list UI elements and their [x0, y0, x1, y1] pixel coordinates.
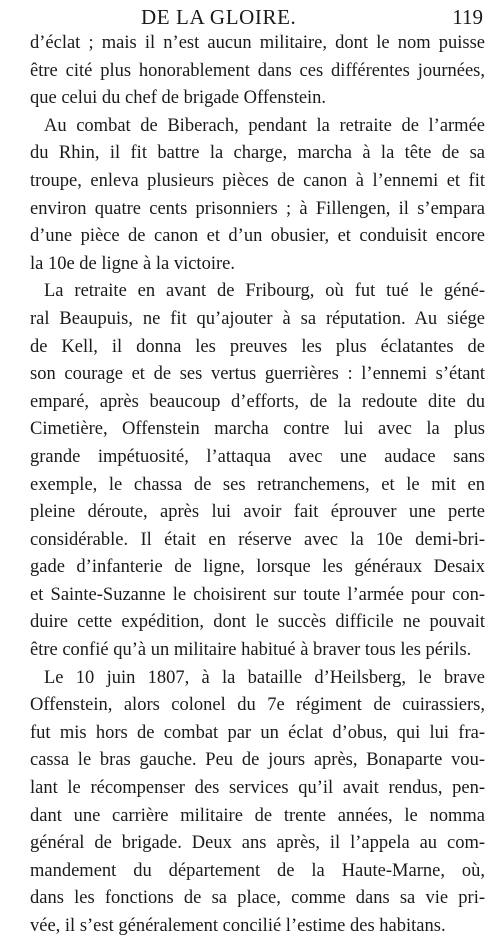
- text-line: et Sainte-Suzanne le choisirent sur toute l’armée pour con-: [30, 584, 485, 605]
- text-line: général de brigade. Deux ans après, il l’appela au com-: [30, 833, 485, 854]
- text-line: ral Beaupuis, ne fit qu’ajouter à sa réputation. Au siége: [30, 308, 485, 329]
- paragraph: [30, 30, 485, 113]
- text-line: troupe, enleva plusieurs pièces de canon à l’ennemi et fit: [30, 170, 485, 191]
- text-line: exemple, le chassa de ses retranchemens, et le mit en: [30, 474, 485, 495]
- text-line: La retraite en avant de Fribourg, où fut tué le géné-: [44, 281, 485, 302]
- body-text: [30, 30, 485, 941]
- running-title: DE LA GLOIRE.: [141, 5, 297, 29]
- text-line: d’une pièce de canon et d’un obusier, et conduisit encore: [30, 226, 485, 247]
- text-line: son courage et de ses vertus guerrières : l’ennemi s’étant: [30, 364, 485, 385]
- text-line: lant le récompenser des services qu’il avait rendus, pen-: [30, 778, 485, 799]
- text-line: mandement du département de la Haute-Marne, où,: [30, 860, 485, 881]
- text-line: du Rhin, il fit battre la charge, marcha à la tête de sa: [30, 143, 485, 164]
- paragraph: [30, 278, 485, 664]
- text-line: fut mis hors de combat par un éclat d’obus, qui lui fra-: [30, 722, 485, 743]
- text-line: d’éclat ; mais il n’est aucun militaire, dont le nom puisse: [30, 33, 485, 53]
- text-line: dant une carrière militaire de trente années, le nomma: [30, 805, 485, 826]
- text-line: emparé, après beaucoup d’efforts, de la redoute dite du: [30, 391, 485, 412]
- text-line: environ quatre cents prisonniers ; à Fillengen, il s’empara: [30, 198, 485, 219]
- paragraph: [30, 113, 485, 279]
- text-line: Offenstein, alors colonel du 7e régiment de cuirassiers,: [30, 695, 485, 716]
- paragraph: [30, 665, 485, 941]
- running-head: [0, 4, 493, 30]
- text-line: grande impétuosité, l’attaqua avec une audace sans: [30, 446, 485, 467]
- text-line: dans les fonctions de sa place, comme dans sa vie pri-: [30, 888, 485, 909]
- text-line: Le 10 juin 1807, à la bataille d’Heilsberg, le brave: [44, 667, 485, 688]
- text-line: cassa le bras gauche. Peu de jours après, Bonaparte vou-: [30, 750, 485, 771]
- text-line: Au combat de Biberach, pendant la retraite de l’armée: [44, 115, 485, 136]
- text-line: vée, il s’est généralement concilié l’estime des habitans.: [30, 916, 446, 936]
- text-line: que celui du chef de brigade Offenstein.: [30, 88, 327, 109]
- text-line: de Kell, il donna les preuves les plus éclatantes de: [30, 336, 485, 357]
- text-line: pleine déroute, après lui avoir fait éprouver une perte: [30, 502, 485, 523]
- page-number: 119: [452, 5, 483, 29]
- text-line: gade d’infanterie de ligne, lorsque les généraux Desaix: [30, 557, 485, 578]
- text-line: considérable. Il était en réserve avec la 10e demi-bri-: [30, 529, 485, 550]
- text-line: duire cette expédition, dont le succès difficile ne pouvait: [30, 612, 485, 633]
- text-line: être confié qu’à un militaire habitué à braver tous les périls.: [30, 640, 472, 661]
- text-line: être cité plus honorablement dans ces différentes journées,: [30, 60, 485, 81]
- text-line: Cimetière, Offenstein marcha contre lui avec la plus: [30, 419, 485, 440]
- text-line: la 10e de ligne à la victoire.: [30, 253, 235, 274]
